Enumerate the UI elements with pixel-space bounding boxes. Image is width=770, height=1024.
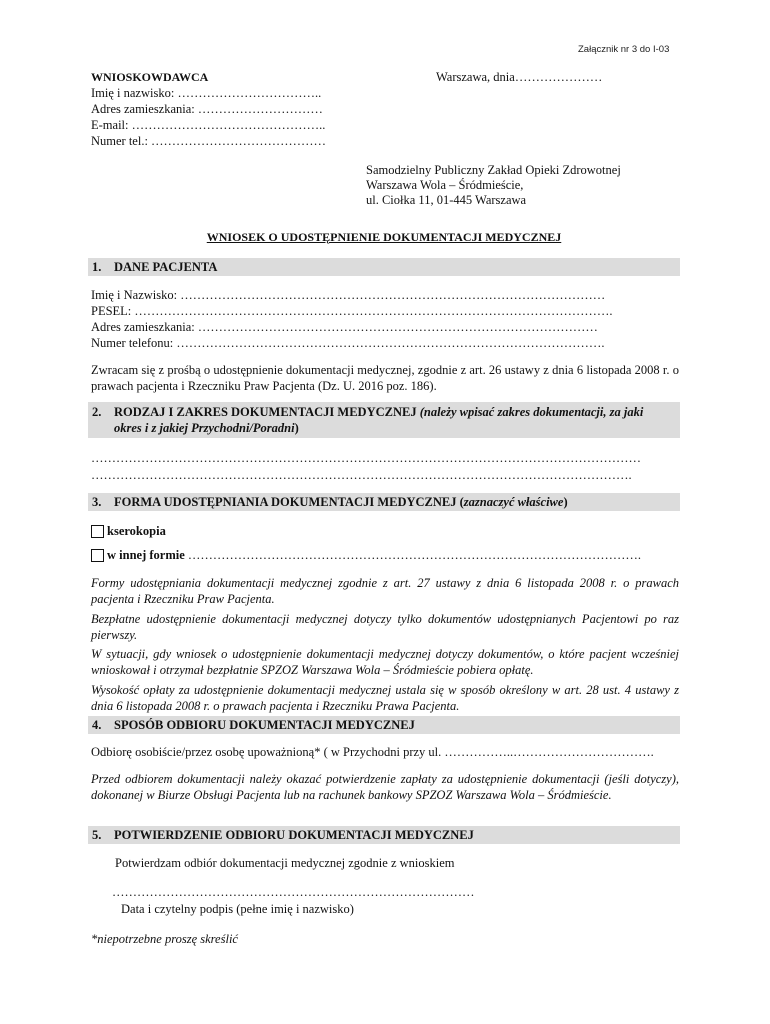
pickup-info: Przed odbiorem dokumentacji należy okazać potwierdzenie zapłaty za udostępnienie dokumentacji (jeśli dotyczy), dokonanej w Biurze Obsługi Pacjenta lub na rachunek bankowy SPZOZ Warszawa Wola – Śródmieście. <box>91 772 679 802</box>
other-form-checkbox[interactable] <box>91 549 104 562</box>
section-3-header <box>88 493 680 511</box>
document-title: WNIOSEK O UDOSTĘPNIENIE DOKUMENTACJI MEDYCZNEJ <box>206 230 562 244</box>
kserokopia-checkbox[interactable] <box>91 525 104 538</box>
section-3-title: FORMA UDOSTĘPNIANIA DOKUMENTACJI MEDYCZNEJ <box>114 495 457 509</box>
section-2-title: RODZAJ I ZAKRES DOKUMENTACJI MEDYCZNEJ <box>114 405 417 419</box>
applicant-phone-field[interactable]: Numer tel.: …………………………………… <box>91 134 327 148</box>
info-forms: Formy udostępniania dokumentacji medycznej zgodnie z art. 27 ustawy z dnia 6 listopada 2008 r. o prawach pacjenta i Rzeczniku Praw Pacjenta. <box>91 576 679 606</box>
section-3-note-open: ( <box>459 495 464 509</box>
applicant-email-field[interactable]: E-mail: ……………………………………….. <box>91 118 326 132</box>
kserokopia-label: kserokopia <box>107 524 166 538</box>
section-4-header <box>88 716 680 734</box>
attachment-label: Załącznik nr 3 do I-03 <box>578 44 670 55</box>
section-4-title: SPOSÓB ODBIORU DOKUMENTACJI MEDYCZNEJ <box>114 718 415 732</box>
confirm-text: Potwierdzam odbiór dokumentacji medycznej zgodnie z wnioskiem <box>115 856 455 870</box>
section-5-header <box>88 826 680 844</box>
section-3-number: 3. <box>92 495 102 509</box>
section-2-header <box>88 402 680 438</box>
documentation-scope-line-2[interactable]: …………………………………………………………………………………………………………………. <box>91 468 632 482</box>
patient-phone-field[interactable]: Numer telefonu: …………………………………………………………………………………………. <box>91 336 605 350</box>
applicant-heading: WNIOSKOWDAWCA <box>91 70 209 84</box>
info-fee-charged: W sytuacji, gdy wniosek o udostępnienie dokumentacji medycznej dotyczy dokumentów, o które pacjent wcześniej wnioskował i otrzymał bezpłatnie SPZOZ Warszawa Wola – Śródmieście pobiera opłatę. <box>91 647 679 677</box>
other-form-field[interactable]: ………………………………………………………………………………………………. <box>187 548 642 562</box>
signature-label: Data i czytelny podpis (pełne imię i nazwisko) <box>121 902 354 916</box>
info-free-copy: Bezpłatne udostępnienie dokumentacji medycznej dotyczy tylko dokumentów udostępnianych Pacjentowi po raz pierwszy. <box>91 612 679 642</box>
section-5-number: 5. <box>92 828 102 842</box>
signature-field[interactable]: …………………………………………………………………………… <box>112 885 475 899</box>
section-4-number: 4. <box>92 718 102 732</box>
section-3-note: zaznaczyć właściwe <box>463 495 564 509</box>
section-2-note-close: ) <box>294 421 299 435</box>
section-1-number: 1. <box>92 260 102 274</box>
patient-pesel-field[interactable]: PESEL: ……………………………………………………………………………………………………. <box>91 304 613 318</box>
section-2-number: 2. <box>92 405 102 419</box>
recipient-line-1: Samodzielny Publiczny Zakład Opieki Zdrowotnej <box>366 163 621 177</box>
section-1-header <box>88 258 680 276</box>
request-text: Zwracam się z prośbą o udostępnienie dokumentacji medycznej, zgodnie z art. 26 ustawy z dnia 6 listopada 2008 r. o prawach pacjenta i Rzeczniku Praw Pacjenta (Dz. U. 2016 poz. 186). <box>91 363 679 393</box>
section-3-note-close: ) <box>563 495 568 509</box>
applicant-name-field[interactable]: Imię i nazwisko: …………………………….. <box>91 86 322 100</box>
patient-address-field[interactable]: Adres zamieszkania: …………………………………………………………………………………… <box>91 320 598 334</box>
recipient-line-3: ul. Ciołka 11, 01-445 Warszawa <box>366 193 527 207</box>
section-2-note-line-1: (należy wpisać zakres dokumentacji, za jaki <box>419 405 644 419</box>
other-form-label: w innej formie <box>107 548 185 562</box>
documentation-scope-line-1[interactable]: …………………………………………………………………………………………………………………… <box>91 451 641 465</box>
info-fee-amount: Wysokość opłaty za udostępnienie dokumentacji medycznej ustala się w sposób określony w art. 28 ust. 4 ustawy z dnia 6 listopada 2008 r. o prawach pacjenta i Rzeczniku Prawa Pacjenta. <box>91 683 679 713</box>
section-1-title: DANE PACJENTA <box>114 260 218 274</box>
pickup-method-field[interactable]: Odbiorę osobiście/przez osobę upoważnioną* ( w Przychodni przy ul. ……………..……………………………. <box>91 745 654 759</box>
section-5-title: POTWIERDZENIE ODBIORU DOKUMENTACJI MEDYCZNEJ <box>114 828 474 842</box>
section-2-note-line-2: okres i z jakiej Przychodni/Poradni <box>114 421 295 435</box>
patient-name-field[interactable]: Imię i Nazwisko: ………………………………………………………………………………………… <box>91 288 606 302</box>
applicant-address-field[interactable]: Adres zamieszkania: ………………………… <box>91 102 323 116</box>
footnote: *niepotrzebne proszę skreślić <box>91 932 238 946</box>
place-date-field[interactable]: Warszawa, dnia………………… <box>436 70 603 84</box>
recipient-line-2: Warszawa Wola – Śródmieście, <box>366 178 524 192</box>
